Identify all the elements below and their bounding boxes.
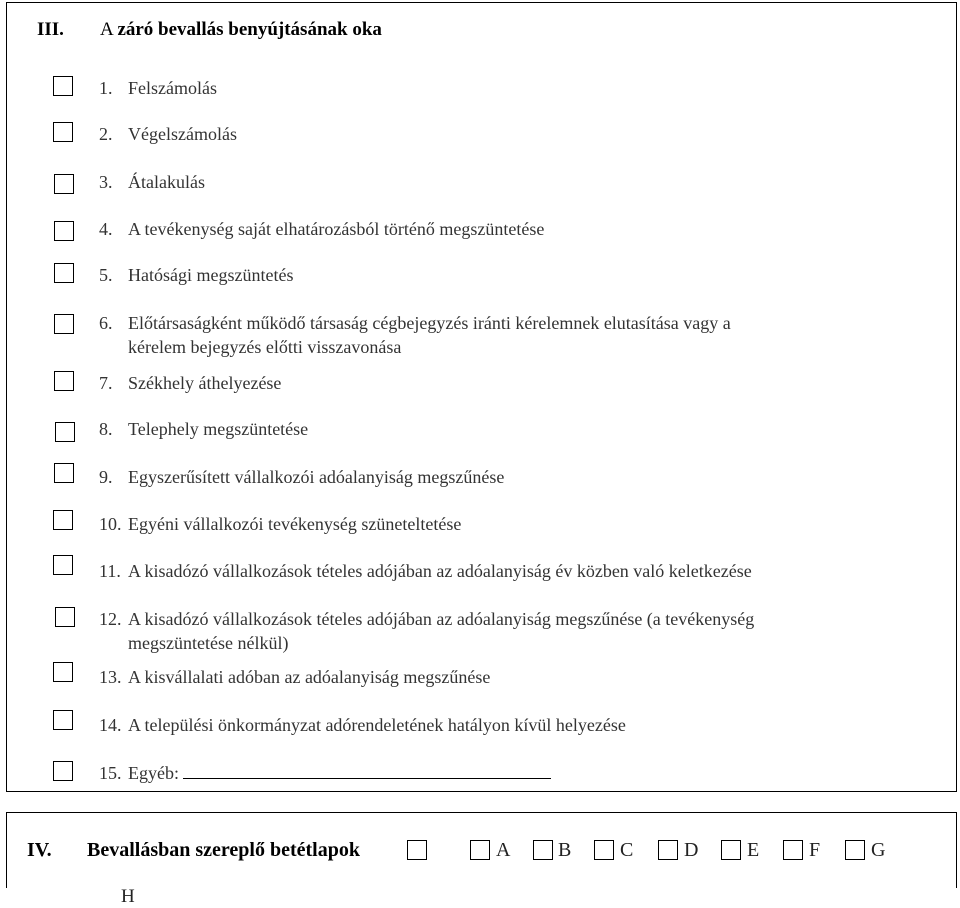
reason-number: 9.	[99, 467, 113, 487]
other-reason-line[interactable]	[183, 760, 551, 779]
attachment-label-d: D	[684, 839, 699, 861]
reason-number: 6.	[99, 313, 113, 333]
attachment-checkbox-none[interactable]	[407, 840, 427, 860]
reason-checkbox-6[interactable]	[54, 314, 74, 334]
attachment-checkbox-e[interactable]	[721, 840, 741, 860]
reason-checkbox-9[interactable]	[54, 463, 74, 483]
reason-number: 11.	[99, 561, 121, 581]
reason-checkbox-5[interactable]	[54, 263, 74, 283]
attachment-label-f: F	[809, 839, 821, 861]
reason-label: Végelszámolás	[128, 124, 237, 144]
reason-checkbox-3[interactable]	[54, 174, 74, 194]
section-iii-number: III.	[37, 19, 64, 40]
reason-number: 8.	[99, 419, 113, 439]
attachment-label-e: E	[747, 839, 760, 861]
reason-checkbox-4[interactable]	[54, 221, 74, 241]
attachment-label-g: G	[871, 839, 886, 861]
reason-label: Egyéni vállalkozói tevékenység szüneteltetése	[128, 514, 462, 534]
section-iii	[6, 2, 957, 792]
reason-number: 13.	[99, 667, 122, 687]
reason-number: 3.	[99, 172, 113, 192]
reason-label: A kisadózó vállalkozások tételes adójában az adóalanyiság év közben való keletkezése	[128, 561, 752, 581]
reason-number: 7.	[99, 373, 113, 393]
reason-checkbox-7[interactable]	[54, 371, 74, 391]
attachment-checkbox-a[interactable]	[470, 840, 490, 860]
attachment-label-b: B	[558, 839, 572, 861]
attachment-checkbox-d[interactable]	[658, 840, 678, 860]
reason-number: 15.	[99, 763, 122, 783]
section-iv	[6, 812, 957, 888]
reason-checkbox-2[interactable]	[53, 122, 73, 142]
reason-checkbox-13[interactable]	[53, 662, 73, 682]
section-iv-number: IV.	[27, 839, 52, 861]
reason-label: Felszámolás	[128, 78, 217, 98]
reason-number: 4.	[99, 219, 113, 239]
reason-label: Egyszerűsített vállalkozói adóalanyiság megszűnése	[128, 467, 505, 487]
reason-label: Előtársaságként működő társaság cégbejegyzés iránti kérelemnek elutasítása vagy a	[128, 313, 731, 333]
reason-label-continued: kérelem bejegyzés előtti visszavonása	[128, 337, 402, 357]
reason-number: 5.	[99, 265, 113, 285]
attachment-label-a: A	[496, 839, 511, 861]
reason-number: 1.	[99, 78, 113, 98]
reason-checkbox-8[interactable]	[55, 422, 75, 442]
reason-label: Egyéb:	[128, 763, 179, 783]
reason-label: Hatósági megszüntetés	[128, 265, 294, 285]
reason-label: A települési önkormányzat adórendeletének hatályon kívül helyezése	[128, 715, 626, 735]
reason-checkbox-12[interactable]	[55, 607, 75, 627]
section-iv-title: Bevallásban szereplő betétlapok	[87, 839, 360, 861]
reason-checkbox-14[interactable]	[53, 710, 73, 730]
reason-checkbox-11[interactable]	[53, 555, 73, 575]
reason-label-continued: megszüntetése nélkül)	[128, 633, 289, 653]
attachment-checkbox-f[interactable]	[783, 840, 803, 860]
reason-checkbox-1[interactable]	[53, 76, 73, 96]
attachment-checkbox-b[interactable]	[533, 840, 553, 860]
reason-number: 12.	[99, 609, 122, 629]
attachment-checkbox-g[interactable]	[845, 840, 865, 860]
reason-label: Átalakulás	[128, 172, 205, 192]
attachment-checkbox-c[interactable]	[594, 840, 614, 860]
reason-number: 10.	[99, 514, 122, 534]
section-iii-title-prefix: A	[100, 19, 113, 40]
reason-number: 2.	[99, 124, 113, 144]
reason-label: A kisadózó vállalkozások tételes adójában az adóalanyiság megszűnése (a tevékenység	[128, 609, 755, 629]
section-iii-title-text: záró bevallás benyújtásának oka	[117, 19, 382, 40]
attachment-label-h: H	[121, 886, 135, 907]
reason-label: A kisvállalati adóban az adóalanyiság megszűnése	[128, 667, 491, 687]
reason-label: A tevékenység saját elhatározásból történő megszüntetése	[128, 219, 545, 239]
reason-label: Székhely áthelyezése	[128, 373, 282, 393]
attachment-label-c: C	[620, 839, 634, 861]
reason-number: 14.	[99, 715, 122, 735]
reason-checkbox-15[interactable]	[53, 761, 73, 781]
reason-label: Telephely megszüntetése	[128, 419, 309, 439]
reason-checkbox-10[interactable]	[53, 510, 73, 530]
